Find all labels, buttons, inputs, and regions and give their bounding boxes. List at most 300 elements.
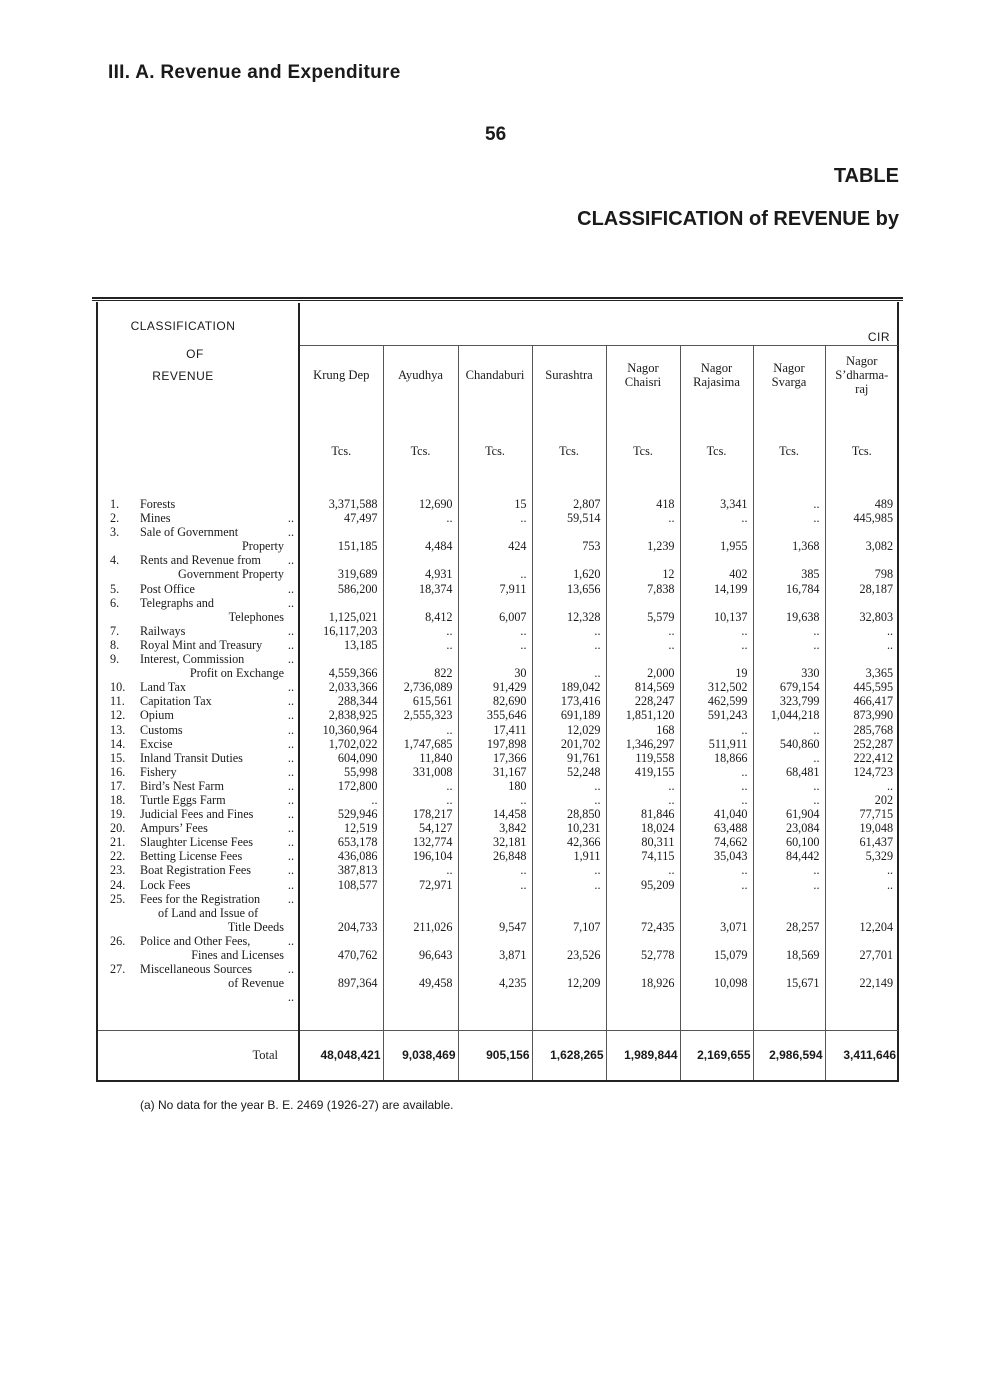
cell-value: .. bbox=[753, 638, 825, 652]
cell-value: 18,024 bbox=[606, 821, 680, 835]
cell-value: 74,662 bbox=[680, 835, 753, 849]
row-number: 5. bbox=[110, 581, 120, 596]
row-description-line: Customs bbox=[140, 722, 183, 737]
cell-value: 61,437 bbox=[859, 835, 894, 850]
row-number: 2. bbox=[110, 511, 120, 526]
unit-label: Tcs. bbox=[383, 405, 458, 497]
cell-value: .. bbox=[458, 793, 532, 807]
cell-value: 5,579 bbox=[606, 596, 680, 624]
unit-label: Tcs. bbox=[299, 405, 383, 497]
cell-value: 1,851,120 bbox=[606, 708, 680, 722]
classification-header-line: CLASSIFICATION bbox=[130, 319, 236, 333]
cell-value: .. bbox=[606, 624, 680, 638]
column-header-line: Ayudhya bbox=[397, 368, 443, 383]
table-row bbox=[98, 638, 898, 652]
cell-value: 1,911 bbox=[532, 849, 606, 863]
cell-value: 319,689 bbox=[299, 553, 383, 581]
row-description-line: Ampurs’ Fees bbox=[140, 821, 208, 836]
cell-value: 586,200 bbox=[299, 582, 383, 596]
leader-dots: .. bbox=[287, 835, 294, 850]
cell-value: 80,311 bbox=[606, 835, 680, 849]
leader-dots: .. bbox=[287, 807, 294, 822]
cell-value: 77,715 bbox=[859, 807, 894, 822]
row-description-line: Land Tax bbox=[140, 680, 186, 695]
leader-dots: .. bbox=[287, 792, 294, 807]
row-description-line: Property bbox=[242, 539, 284, 554]
cell-value: 202 bbox=[874, 792, 894, 807]
cell-value: 3,842 bbox=[458, 821, 532, 835]
row-number: 12. bbox=[110, 708, 126, 723]
cell-value: 2,736,089 bbox=[383, 680, 458, 694]
footnote: (a) No data for the year B. E. 2469 (1926-27) are available. bbox=[140, 1098, 454, 1112]
cell-value: 323,799 bbox=[753, 694, 825, 708]
cell-value: 32,181 bbox=[458, 835, 532, 849]
unit-label: Tcs. bbox=[680, 405, 753, 497]
cell-value: 445,985 bbox=[853, 511, 894, 526]
cell-value: 14,458 bbox=[458, 807, 532, 821]
cell-value: 814,569 bbox=[606, 680, 680, 694]
cell-value: 168 bbox=[606, 723, 680, 737]
row-number: 24. bbox=[110, 877, 126, 892]
cell-value: 52,248 bbox=[532, 765, 606, 779]
unit-label: Tcs. bbox=[458, 405, 532, 497]
cell-value: .. bbox=[680, 765, 753, 779]
column-header bbox=[383, 345, 458, 405]
cell-value: 72,971 bbox=[383, 878, 458, 892]
unit-label: Tcs. bbox=[532, 405, 606, 497]
row-number: 21. bbox=[110, 835, 126, 850]
cell-value: 52,778 bbox=[606, 934, 680, 962]
table-row bbox=[98, 694, 898, 708]
cell-value: 82,690 bbox=[458, 694, 532, 708]
cell-value: 60,100 bbox=[753, 835, 825, 849]
cell-value: 15 bbox=[458, 497, 532, 511]
row-description-line: Betting License Fees bbox=[140, 849, 243, 864]
cell-value: 196,104 bbox=[383, 849, 458, 863]
cell-value: .. bbox=[886, 863, 894, 878]
table-row bbox=[98, 723, 898, 737]
cell-value: 3,341 bbox=[680, 497, 753, 511]
spacer-cell bbox=[825, 990, 898, 1030]
leader-dots: .. bbox=[287, 933, 294, 948]
cell-value: .. bbox=[886, 877, 894, 892]
row-description-line: Capitation Tax bbox=[140, 694, 212, 709]
row-description-line: Police and Other Fees, bbox=[140, 933, 251, 948]
row-description-line: Royal Mint and Treasury bbox=[140, 637, 263, 652]
cell-value: 95,209 bbox=[606, 878, 680, 892]
column-header bbox=[753, 345, 825, 405]
leader-dots: .. bbox=[287, 581, 294, 596]
row-description-line: Railways bbox=[140, 623, 186, 638]
cell-value: 604,090 bbox=[299, 751, 383, 765]
cell-value: 252,287 bbox=[853, 736, 894, 751]
cell-value: 81,846 bbox=[606, 807, 680, 821]
cell-value: .. bbox=[458, 511, 532, 525]
cell-value: 418 bbox=[606, 497, 680, 511]
cell-value: 7,838 bbox=[606, 582, 680, 596]
table-label: TABLE bbox=[833, 165, 899, 187]
cell-value: 19,048 bbox=[859, 821, 894, 836]
cell-value: 12,690 bbox=[383, 497, 458, 511]
row-description-line: of Revenue bbox=[228, 976, 284, 991]
cell-value: 540,860 bbox=[753, 737, 825, 751]
table-top-rule bbox=[92, 297, 903, 299]
row-number: 9. bbox=[110, 652, 120, 667]
cell-value: 387,813 bbox=[299, 863, 383, 877]
leader-dots: .. bbox=[287, 736, 294, 751]
cell-value: 49,458 bbox=[383, 962, 458, 990]
cell-value: .. bbox=[680, 624, 753, 638]
column-header-line: Rajasima bbox=[693, 375, 740, 390]
revenue-table-body bbox=[98, 303, 898, 1080]
table-row bbox=[98, 807, 898, 821]
classification-header-line: REVENUE bbox=[152, 369, 214, 384]
cell-value: 2,000 bbox=[606, 652, 680, 680]
cell-value: .. bbox=[680, 723, 753, 737]
row-number: 15. bbox=[110, 750, 126, 765]
row-description-line: Turtle Eggs Farm bbox=[140, 792, 226, 807]
cell-value: 12 bbox=[606, 553, 680, 581]
cell-value: .. bbox=[753, 793, 825, 807]
cell-value: 47,497 bbox=[299, 511, 383, 525]
cell-value: 1,368 bbox=[753, 525, 825, 553]
cell-value: 18,926 bbox=[606, 962, 680, 990]
cell-value: 16,117,203 bbox=[299, 624, 383, 638]
table-row bbox=[98, 793, 898, 807]
cell-value: 27,701 bbox=[859, 948, 894, 962]
section-heading: III. A. Revenue and Expenditure bbox=[108, 62, 401, 83]
leader-dots: .. bbox=[287, 764, 294, 779]
spacer-cell bbox=[680, 990, 753, 1030]
total-value: 2,169,655 bbox=[680, 1030, 753, 1080]
row-number: 4. bbox=[110, 553, 120, 568]
cell-value: 119,558 bbox=[606, 751, 680, 765]
cell-value: 5,329 bbox=[865, 849, 894, 864]
cell-value: 402 bbox=[680, 553, 753, 581]
total-value: 2,986,594 bbox=[753, 1030, 825, 1080]
table-row bbox=[98, 553, 898, 581]
column-header bbox=[825, 345, 898, 405]
cell-value: 74,115 bbox=[606, 849, 680, 863]
cell-value: .. bbox=[886, 623, 894, 638]
row-description-line: Opium bbox=[140, 708, 174, 723]
row-number: 22. bbox=[110, 849, 126, 864]
cell-value: .. bbox=[753, 751, 825, 765]
table-row bbox=[98, 708, 898, 722]
leader-dots: .. bbox=[287, 863, 294, 878]
cell-value: 54,127 bbox=[383, 821, 458, 835]
row-number: 14. bbox=[110, 736, 126, 751]
cell-value: 30 bbox=[458, 652, 532, 680]
row-description-line: Telephones bbox=[228, 609, 284, 624]
cell-value: 197,898 bbox=[458, 737, 532, 751]
cell-value: .. bbox=[383, 723, 458, 737]
leader-dots: .. bbox=[287, 990, 294, 1005]
table-top-rule-inner bbox=[92, 300, 903, 301]
column-header-line: Surashtra bbox=[545, 368, 593, 383]
row-description-line: of Land and Issue of bbox=[158, 905, 259, 920]
column-header bbox=[532, 345, 606, 405]
page-number: 56 bbox=[485, 124, 507, 145]
row-description-line: Rents and Revenue from bbox=[140, 553, 261, 568]
column-header-line: Nagor bbox=[700, 361, 733, 376]
table-row bbox=[98, 863, 898, 877]
cell-value: 108,577 bbox=[299, 878, 383, 892]
cell-value: .. bbox=[606, 511, 680, 525]
cell-value: 4,559,366 bbox=[299, 652, 383, 680]
cell-value: 204,733 bbox=[299, 892, 383, 934]
table-row bbox=[98, 525, 898, 553]
column-header-line: Nagor bbox=[846, 354, 878, 369]
cell-value: 16,784 bbox=[753, 582, 825, 596]
cell-value: .. bbox=[753, 511, 825, 525]
column-header bbox=[299, 345, 383, 405]
cell-value: 17,366 bbox=[458, 751, 532, 765]
column-header-line: raj bbox=[855, 382, 869, 397]
cell-value: 1,620 bbox=[532, 553, 606, 581]
cell-value: 18,374 bbox=[383, 582, 458, 596]
cell-value: 19 bbox=[680, 652, 753, 680]
row-number: 27. bbox=[110, 962, 126, 977]
leader-dots: .. bbox=[287, 623, 294, 638]
cell-value: 7,911 bbox=[458, 582, 532, 596]
cell-value: .. bbox=[753, 779, 825, 793]
spacer-row bbox=[98, 990, 898, 1030]
cell-value: 13,656 bbox=[532, 582, 606, 596]
cell-value: 3,071 bbox=[680, 892, 753, 934]
cell-value: 63,488 bbox=[680, 821, 753, 835]
cell-value: 55,998 bbox=[299, 765, 383, 779]
cell-value: 201,702 bbox=[532, 737, 606, 751]
cell-value: 436,086 bbox=[299, 849, 383, 863]
table-row bbox=[98, 497, 898, 511]
column-header-line: Krung Dep bbox=[313, 368, 370, 383]
cell-value: .. bbox=[532, 624, 606, 638]
row-description-line: Interest, Commission bbox=[140, 652, 245, 667]
cell-value: 151,185 bbox=[299, 525, 383, 553]
row-description-line: Forests bbox=[140, 497, 176, 511]
row-description-line: Judicial Fees and Fines bbox=[140, 807, 254, 822]
cell-value: 470,762 bbox=[299, 934, 383, 962]
cell-value: 330 bbox=[753, 652, 825, 680]
cell-value: 1,239 bbox=[606, 525, 680, 553]
cell-value: 424 bbox=[458, 525, 532, 553]
unit-label: Tcs. bbox=[851, 443, 872, 458]
row-number: 26. bbox=[110, 933, 126, 948]
cell-value: 12,328 bbox=[532, 596, 606, 624]
cell-value: 96,643 bbox=[383, 934, 458, 962]
row-number: 7. bbox=[110, 623, 120, 638]
cell-value: 355,646 bbox=[458, 708, 532, 722]
cell-value: 3,371,588 bbox=[299, 497, 383, 511]
leader-dots: .. bbox=[287, 595, 294, 610]
cell-value: 72,435 bbox=[606, 892, 680, 934]
cell-value: 173,416 bbox=[532, 694, 606, 708]
cell-value: 12,519 bbox=[299, 821, 383, 835]
cell-value: 31,167 bbox=[458, 765, 532, 779]
table-row bbox=[98, 582, 898, 596]
cell-value: .. bbox=[753, 723, 825, 737]
cell-value: 753 bbox=[532, 525, 606, 553]
leader-dots: .. bbox=[287, 821, 294, 836]
cell-value: 10,098 bbox=[680, 962, 753, 990]
cell-value: 42,366 bbox=[532, 835, 606, 849]
leader-dots: .. bbox=[287, 891, 294, 906]
row-description-line: Boat Registration Fees bbox=[140, 863, 252, 878]
cell-value: .. bbox=[680, 863, 753, 877]
cell-value: 2,555,323 bbox=[383, 708, 458, 722]
cell-value: .. bbox=[532, 638, 606, 652]
cell-value: 14,199 bbox=[680, 582, 753, 596]
leader-dots: .. bbox=[287, 637, 294, 652]
cell-value: 10,137 bbox=[680, 596, 753, 624]
cell-value: .. bbox=[753, 497, 825, 511]
column-header bbox=[680, 345, 753, 405]
cell-value: 61,904 bbox=[753, 807, 825, 821]
cell-value: 511,911 bbox=[680, 737, 753, 751]
revenue-table bbox=[98, 303, 898, 1080]
cell-value: 32,803 bbox=[859, 609, 894, 624]
row-description-line: Title Deeds bbox=[227, 919, 284, 934]
row-number: 17. bbox=[110, 778, 126, 793]
table-row bbox=[98, 596, 898, 624]
cell-value: 691,189 bbox=[532, 708, 606, 722]
row-number: 8. bbox=[110, 637, 120, 652]
cell-value: 385 bbox=[753, 553, 825, 581]
cell-value: 419,155 bbox=[606, 765, 680, 779]
cell-value: 172,800 bbox=[299, 779, 383, 793]
total-row bbox=[98, 1030, 898, 1080]
row-description-line: Bird’s Nest Farm bbox=[140, 778, 224, 793]
row-description-line: Mines bbox=[140, 511, 171, 526]
leader-dots: .. bbox=[287, 553, 294, 568]
cell-value: 489 bbox=[874, 497, 894, 511]
column-header-line: Chaisri bbox=[624, 375, 662, 390]
table-row bbox=[98, 934, 898, 962]
cell-value: 285,768 bbox=[853, 722, 894, 737]
leader-dots: .. bbox=[287, 525, 294, 540]
table-row bbox=[98, 892, 898, 934]
cell-value: 19,638 bbox=[753, 596, 825, 624]
spacer-cell bbox=[753, 990, 825, 1030]
cell-value: .. bbox=[680, 878, 753, 892]
cell-value: 28,257 bbox=[753, 892, 825, 934]
cell-value: 12,029 bbox=[532, 723, 606, 737]
leader-dots: .. bbox=[287, 877, 294, 892]
cell-value: .. bbox=[606, 793, 680, 807]
column-header-line: Chandaburi bbox=[465, 368, 525, 383]
cell-value: .. bbox=[680, 779, 753, 793]
cell-value: 189,042 bbox=[532, 680, 606, 694]
cell-value: .. bbox=[458, 624, 532, 638]
row-label bbox=[98, 962, 299, 1005]
row-description bbox=[98, 962, 298, 1005]
cell-value: 3,871 bbox=[458, 934, 532, 962]
cell-value: 312,502 bbox=[680, 680, 753, 694]
cell-value: 10,360,964 bbox=[299, 723, 383, 737]
cell-value: 679,154 bbox=[753, 680, 825, 694]
cell-value: 1,044,218 bbox=[753, 708, 825, 722]
table-subtitle: CLASSIFICATION of REVENUE by bbox=[577, 208, 899, 230]
cell-value: 18,569 bbox=[753, 934, 825, 962]
cell-value: 2,807 bbox=[532, 497, 606, 511]
total-value: 1,628,265 bbox=[532, 1030, 606, 1080]
cell-value: 23,526 bbox=[532, 934, 606, 962]
table-row bbox=[98, 751, 898, 765]
row-description-line: Government Property bbox=[178, 567, 284, 582]
row-description-line: Telegraphs and bbox=[140, 595, 214, 610]
cell-value: 4,931 bbox=[383, 553, 458, 581]
cell-value: 288,344 bbox=[299, 694, 383, 708]
total-value: 3,411,646 bbox=[825, 1030, 898, 1080]
row-number: 16. bbox=[110, 764, 126, 779]
cell-value: 180 bbox=[458, 779, 532, 793]
cell-value: 466,417 bbox=[853, 694, 894, 709]
column-header-line: S’dharma- bbox=[835, 368, 889, 383]
cell-value: 15,079 bbox=[680, 934, 753, 962]
spacer-cell bbox=[383, 990, 458, 1030]
table-row bbox=[98, 779, 898, 793]
cell-value: 13,185 bbox=[299, 638, 383, 652]
leader-dots: .. bbox=[287, 778, 294, 793]
cell-value: 15,671 bbox=[753, 962, 825, 990]
cell-value: .. bbox=[606, 779, 680, 793]
table-row bbox=[98, 765, 898, 779]
cell-value: 12,204 bbox=[859, 919, 894, 934]
cell-value: 2,033,366 bbox=[299, 680, 383, 694]
cell-value: .. bbox=[383, 511, 458, 525]
row-description-line: Slaughter License Fees bbox=[140, 835, 254, 850]
cell-value: 3,365 bbox=[865, 666, 894, 681]
cell-value: 1,955 bbox=[680, 525, 753, 553]
row-number: 18. bbox=[110, 792, 126, 807]
cell-value: .. bbox=[383, 638, 458, 652]
table-row bbox=[98, 737, 898, 751]
cell-value: .. bbox=[383, 779, 458, 793]
cell-value: .. bbox=[383, 793, 458, 807]
row-description-line: Lock Fees bbox=[140, 877, 191, 892]
spacer-cell bbox=[299, 990, 383, 1030]
row-description-line: Inland Transit Duties bbox=[140, 750, 243, 765]
total-value: 1,989,844 bbox=[606, 1030, 680, 1080]
leader-dots: .. bbox=[287, 511, 294, 526]
column-header-line: Nagor bbox=[773, 361, 805, 376]
cell-value: .. bbox=[458, 863, 532, 877]
cell-value: 3,082 bbox=[865, 539, 894, 554]
leader-dots: .. bbox=[287, 722, 294, 737]
row-description-line: Excise bbox=[140, 736, 173, 751]
cell-value: .. bbox=[680, 638, 753, 652]
leader-dots: .. bbox=[287, 652, 294, 667]
cell-value: 822 bbox=[383, 652, 458, 680]
cell-value: 228,247 bbox=[606, 694, 680, 708]
cell-value: .. bbox=[606, 638, 680, 652]
total-label: Total bbox=[98, 1030, 299, 1080]
circle-header: CIR bbox=[299, 303, 898, 345]
cell-value: 653,178 bbox=[299, 835, 383, 849]
spacer-cell bbox=[98, 990, 299, 1030]
cell-value: 10,231 bbox=[532, 821, 606, 835]
cell-value: .. bbox=[680, 511, 753, 525]
cell-value: 798 bbox=[874, 567, 894, 582]
cell-value: 28,187 bbox=[859, 581, 894, 596]
leader-dots: .. bbox=[287, 680, 294, 695]
classification-header-line: OF bbox=[186, 347, 204, 362]
cell-value: 222,412 bbox=[853, 750, 894, 765]
row-description-line: Fines and Licenses bbox=[191, 948, 284, 962]
cell-value: 6,007 bbox=[458, 596, 532, 624]
cell-value: 9,547 bbox=[458, 892, 532, 934]
